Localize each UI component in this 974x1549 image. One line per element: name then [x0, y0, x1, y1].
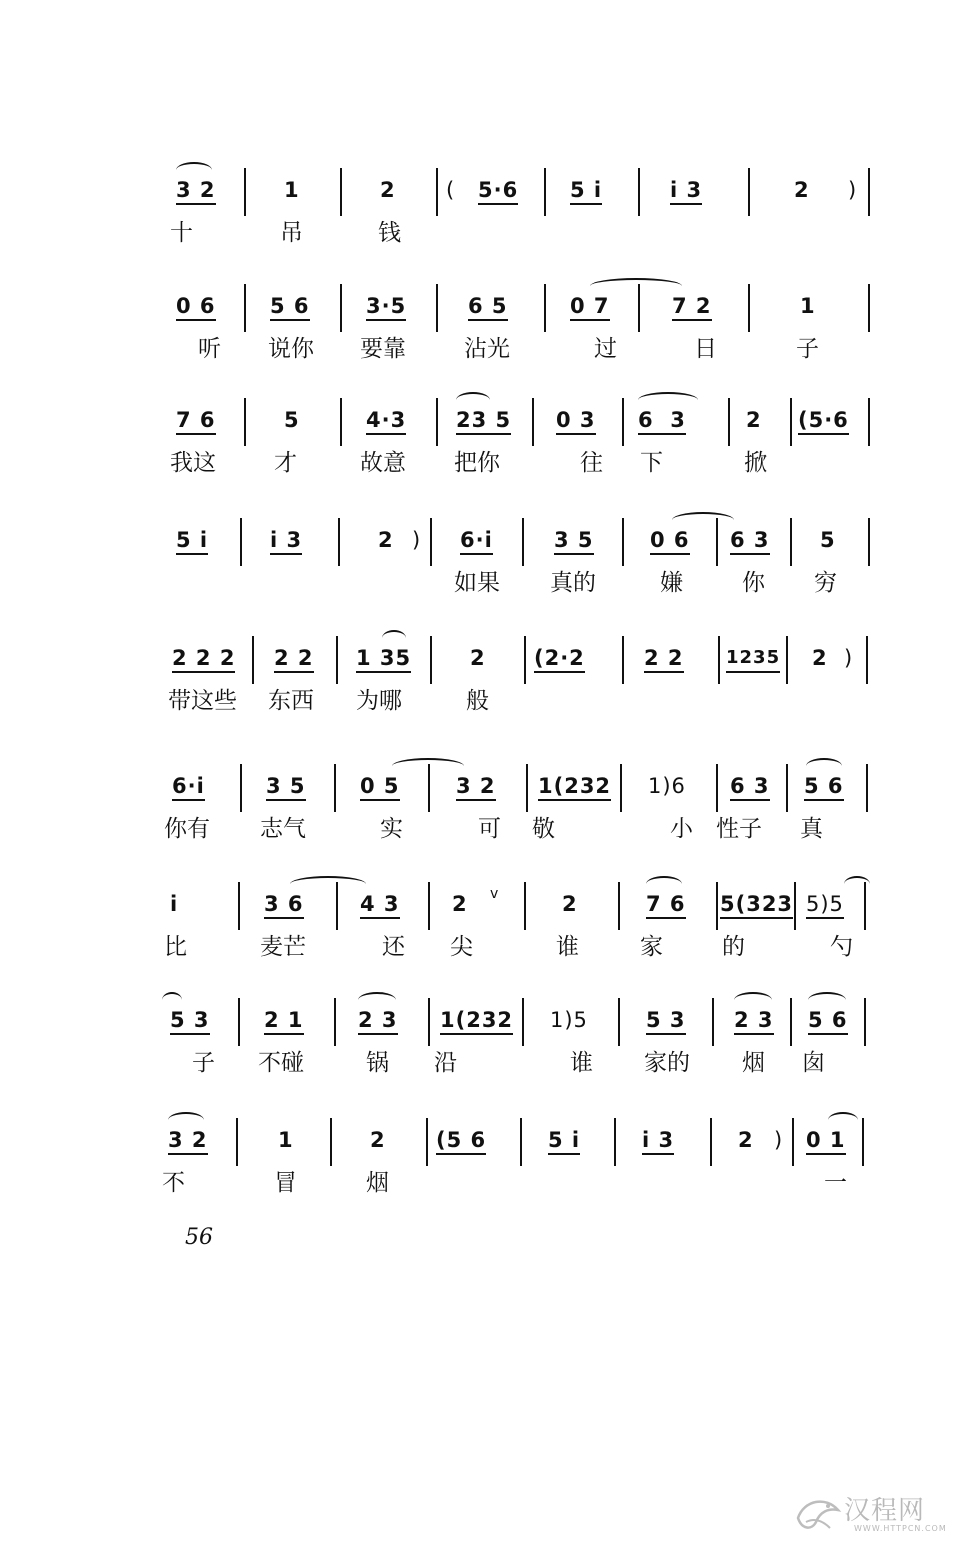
lyric-text: 可 [478, 816, 501, 842]
slur-mark [808, 992, 846, 1008]
note-group: 1 35 [356, 646, 411, 673]
note-group: 3 2 [456, 774, 496, 801]
bar-line [614, 1118, 616, 1166]
note-group: 23 5 [456, 408, 511, 435]
slur-mark [382, 630, 406, 646]
note-group: 2 3 [358, 1008, 398, 1035]
note-group: 3 5 [554, 528, 594, 555]
lyric-text: 你有 [164, 816, 210, 842]
bar-line [430, 518, 432, 566]
note-group: 2 1 [264, 1008, 304, 1035]
note-group: 3 2 [168, 1128, 208, 1155]
bar-line [336, 882, 338, 930]
bar-line [340, 168, 342, 216]
lyrics-row [160, 686, 880, 726]
lyric-text: 的 [722, 934, 745, 960]
lyric-text: 掀 [744, 450, 767, 476]
bar-line [748, 284, 750, 332]
notation-row [160, 1118, 880, 1168]
lyrics-row [160, 334, 880, 374]
bar-line [868, 284, 870, 332]
note-group: i 3 [642, 1128, 674, 1155]
lyric-text: 故意 [360, 450, 406, 476]
bar-line [330, 1118, 332, 1166]
lyric-text: 要靠 [360, 336, 406, 362]
lyric-text: 说你 [268, 336, 314, 362]
lyric-text: 你 [742, 570, 765, 596]
note-group: (5·6 [798, 408, 849, 435]
fish-logo-icon [792, 1488, 844, 1538]
note-group: 5 3 [170, 1008, 210, 1035]
score-system-6 [160, 764, 880, 854]
bar-line [544, 168, 546, 216]
bar-line [338, 518, 340, 566]
slur-mark [646, 876, 682, 892]
note-group: 5 i [548, 1128, 580, 1155]
slur-mark [734, 992, 772, 1008]
lyric-text: 沾光 [464, 336, 510, 362]
lyric-text: 勺 [830, 934, 853, 960]
bar-line [238, 882, 240, 930]
bar-line [436, 284, 438, 332]
note-group: ) [848, 178, 858, 202]
lyric-text: 冒 [274, 1170, 297, 1196]
notation-row [160, 636, 880, 686]
bar-line [794, 882, 796, 930]
lyric-text: 谁 [570, 1050, 593, 1076]
note-group: 1 [800, 294, 816, 318]
bar-line [716, 882, 718, 930]
lyric-text: 实 [380, 816, 403, 842]
note-group: 0 6 [650, 528, 690, 555]
lyrics-row [160, 814, 880, 854]
note-group: i 3 [270, 528, 302, 555]
bar-line [864, 998, 866, 1046]
bar-line [336, 636, 338, 684]
bar-line [712, 998, 714, 1046]
note-group: 6 5 [468, 294, 508, 321]
bar-line [428, 998, 430, 1046]
lyric-text: 为哪 [356, 688, 402, 714]
lyric-text: 吊 [280, 220, 303, 246]
bar-line [638, 284, 640, 332]
bar-line [728, 398, 730, 446]
score-system-5 [160, 636, 880, 726]
note-group: 6·i [460, 528, 493, 555]
bar-line [620, 764, 622, 812]
note-group: 6 3 [638, 408, 686, 435]
note-group: 2 [746, 408, 762, 432]
slur-mark [162, 992, 182, 1008]
bar-line [792, 1118, 794, 1166]
lyric-text: 十 [170, 220, 193, 246]
bar-line [622, 518, 624, 566]
note-group: 6·i [172, 774, 205, 801]
note-group: 2 2 [644, 646, 684, 673]
lyric-text: 东西 [268, 688, 314, 714]
watermark-url: WWW.HTTPCN.COM [854, 1524, 947, 1533]
note-group: 5 6 [270, 294, 310, 321]
slur-mark [638, 392, 698, 408]
bar-line [790, 998, 792, 1046]
lyric-text: 囱 [802, 1050, 825, 1076]
lyric-text: 敬 [532, 816, 555, 842]
note-group: 2 [794, 178, 810, 202]
lyric-text: 性子 [716, 816, 762, 842]
note-group: 7 2 [672, 294, 712, 321]
bar-line [716, 764, 718, 812]
lyric-text: 锅 [366, 1050, 389, 1076]
bar-line [240, 764, 242, 812]
lyric-text: 沿 [434, 1050, 457, 1076]
bar-line [244, 398, 246, 446]
lyric-text: 家 [640, 934, 663, 960]
note-group: 1235 [726, 646, 780, 673]
lyric-text: 家的 [644, 1050, 690, 1076]
slur-mark [168, 1112, 204, 1128]
bar-line [862, 1118, 864, 1166]
lyric-text: 一 [824, 1170, 847, 1196]
note-group: 5 6 [804, 774, 844, 801]
slur-mark [844, 876, 870, 892]
note-group: 1)5 [550, 1008, 588, 1032]
lyric-text: 如果 [454, 570, 500, 596]
bar-line [430, 636, 432, 684]
lyric-text: 日 [694, 336, 717, 362]
slur-mark [358, 992, 396, 1008]
bar-line [748, 168, 750, 216]
lyric-text: 往 [580, 450, 603, 476]
bar-line [710, 1118, 712, 1166]
notation-row [160, 882, 880, 932]
note-group: 2 2 [274, 646, 314, 673]
bar-line [864, 882, 866, 930]
lyric-text: 真 [800, 816, 823, 842]
lyric-text: 过 [594, 336, 617, 362]
lyric-text: 不 [162, 1170, 185, 1196]
score-system-8 [160, 998, 880, 1088]
note-group: ( [446, 178, 456, 202]
note-group: (5 6 [436, 1128, 486, 1155]
note-group: 0 6 [176, 294, 216, 321]
bar-line [866, 764, 868, 812]
bar-line [532, 398, 534, 446]
bar-line [790, 398, 792, 446]
note-group: 3 2 [176, 178, 216, 205]
bar-line [718, 636, 720, 684]
notation-row [160, 284, 880, 334]
watermark [792, 1488, 952, 1538]
bar-line [622, 398, 624, 446]
bar-line [618, 998, 620, 1046]
lyrics-row [160, 932, 880, 972]
lyric-text: 穷 [814, 570, 837, 596]
lyric-text: 小 [670, 816, 693, 842]
bar-line [334, 764, 336, 812]
note-group: 2 [562, 892, 578, 916]
bar-line [334, 998, 336, 1046]
lyric-text: 烟 [366, 1170, 389, 1196]
score-system-2 [160, 284, 880, 374]
lyric-text: 不碰 [258, 1050, 304, 1076]
bar-line [236, 1118, 238, 1166]
note-group: ) [774, 1128, 784, 1152]
note-group: 2 [370, 1128, 386, 1152]
note-group: 5 3 [646, 1008, 686, 1035]
bar-line [520, 1118, 522, 1166]
bar-line [238, 998, 240, 1046]
note-group: 4 3 [360, 892, 400, 919]
note-group: i [170, 892, 179, 916]
bar-line [526, 764, 528, 812]
watermark-text: 汉程网 [844, 1496, 926, 1526]
slur-mark [806, 758, 842, 774]
note-group: 2 [470, 646, 486, 670]
bar-line [522, 518, 524, 566]
lyric-text: 麦芒 [260, 934, 306, 960]
bar-line [638, 168, 640, 216]
bar-line [436, 398, 438, 446]
note-group: (2·2 [534, 646, 585, 673]
note-group: 1 [284, 178, 300, 202]
note-group: 7 6 [646, 892, 686, 919]
lyric-text: 把你 [454, 450, 500, 476]
lyric-text: 谁 [556, 934, 579, 960]
note-group: 1 [278, 1128, 294, 1152]
note-group: ) [412, 528, 422, 552]
bar-line [524, 882, 526, 930]
lyric-text: 比 [164, 934, 187, 960]
bar-line [428, 882, 430, 930]
note-group: 5 i [570, 178, 602, 205]
lyric-text: 带这些 [168, 688, 237, 714]
note-group: 3·5 [366, 294, 406, 321]
note-group: 0 1 [806, 1128, 846, 1155]
note-group: 2 [812, 646, 828, 670]
notation-row [160, 764, 880, 814]
note-group: 5·6 [478, 178, 518, 205]
note-group: 2 [380, 178, 396, 202]
lyrics-row [160, 568, 880, 608]
note-group: 5 6 [808, 1008, 848, 1035]
lyric-text: 听 [198, 336, 221, 362]
bar-line [436, 168, 438, 216]
page-number: 56 [185, 1225, 213, 1250]
note-group: 1(232 [538, 774, 611, 801]
lyric-text: 还 [382, 934, 405, 960]
bar-line [340, 284, 342, 332]
note-group: 3 6 [264, 892, 304, 919]
bar-line [522, 998, 524, 1046]
note-group: 2 [738, 1128, 754, 1152]
note-group: 2 3 [734, 1008, 774, 1035]
bar-line [786, 636, 788, 684]
score-system-7 [160, 882, 880, 972]
note-group: 5)5 [806, 892, 844, 919]
note-group: 5 [284, 408, 300, 432]
lyric-text: 真的 [550, 570, 596, 596]
bar-line [622, 636, 624, 684]
bar-line [544, 284, 546, 332]
lyric-text: 钱 [378, 220, 401, 246]
note-group: 1(232 [440, 1008, 513, 1035]
bar-line [524, 636, 526, 684]
slur-mark [176, 162, 212, 178]
note-group: 0 7 [570, 294, 610, 321]
lyric-text: 志气 [260, 816, 306, 842]
bar-line [716, 518, 718, 566]
bar-line [340, 398, 342, 446]
lyric-text: 我这 [170, 450, 216, 476]
bar-line [428, 764, 430, 812]
note-group: 2 2 2 [172, 646, 235, 673]
note-group: 5 [820, 528, 836, 552]
bar-line [790, 518, 792, 566]
slur-mark [828, 1112, 858, 1128]
note-group: 2 [452, 892, 468, 916]
note-group: 2 [378, 528, 394, 552]
lyric-text: 尖 [450, 934, 473, 960]
notation-row [160, 998, 880, 1048]
lyrics-row [160, 1168, 880, 1208]
bar-line [868, 518, 870, 566]
note-group: 4·3 [366, 408, 406, 435]
bar-line [868, 168, 870, 216]
bar-line [244, 284, 246, 332]
lyric-text: 嫌 [660, 570, 683, 596]
score-system-4 [160, 518, 880, 608]
lyric-text: 下 [640, 450, 663, 476]
lyric-text: 子 [796, 336, 819, 362]
bar-line [866, 636, 868, 684]
score-system-9 [160, 1118, 880, 1208]
note-group: 1)6 [648, 774, 686, 798]
bar-line [426, 1118, 428, 1166]
lyric-text: 才 [274, 450, 297, 476]
note-group: 3 5 [266, 774, 306, 801]
note-group: v [490, 886, 500, 902]
note-group: 6 3 [730, 528, 770, 555]
lyrics-row [160, 1048, 880, 1088]
slur-mark [590, 278, 682, 294]
note-group: 6 3 [730, 774, 770, 801]
lyrics-row [160, 218, 880, 258]
score-system-1 [160, 168, 880, 258]
notation-row [160, 168, 880, 218]
bar-line [252, 636, 254, 684]
note-group: 0 3 [556, 408, 596, 435]
bar-line [786, 764, 788, 812]
bar-line [618, 882, 620, 930]
bar-line [240, 518, 242, 566]
notation-row [160, 398, 880, 448]
note-group: ) [844, 646, 854, 670]
score-system-3 [160, 398, 880, 488]
notation-row [160, 518, 880, 568]
note-group: 5 i [176, 528, 208, 555]
note-group: 0 5 [360, 774, 400, 801]
lyric-text: 烟 [742, 1050, 765, 1076]
bar-line [244, 168, 246, 216]
lyrics-row [160, 448, 880, 488]
lyric-text: 子 [192, 1050, 215, 1076]
lyric-text: 般 [466, 688, 489, 714]
slur-mark [672, 512, 734, 528]
slur-mark [290, 876, 366, 892]
slur-mark [456, 392, 490, 408]
note-group: 5(323 [720, 892, 793, 919]
bar-line [868, 398, 870, 446]
note-group: 7 6 [176, 408, 216, 435]
note-group: i 3 [670, 178, 702, 205]
